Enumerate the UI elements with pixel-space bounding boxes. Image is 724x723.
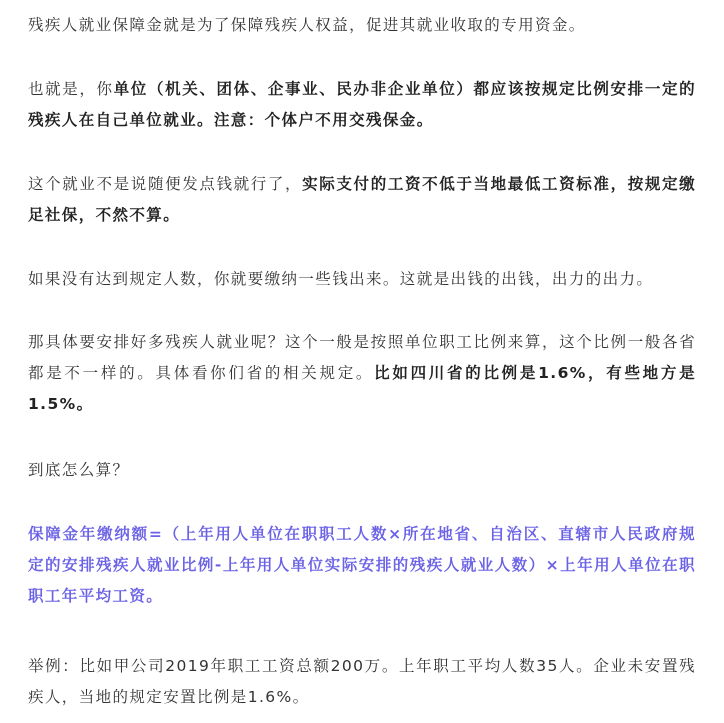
paragraph-ratio-lead: 那具体要安排好多残疾人就业呢？这个一般是按照单位职工比例来算，这个比例一般各省都是不一样的。具体看你们省的相关规定。	[28, 333, 696, 382]
paragraph-employment-condition-lead: 这个就业不是说随便发点钱就行了，	[28, 175, 303, 193]
paragraph-ratio-bold: 比如四川省的比例是1.6%，有些地方是1.5%。	[28, 364, 696, 413]
paragraph-employment-condition	[28, 169, 696, 231]
paragraph-definition: 残疾人就业保障金就是为了保障残疾人权益，促进其就业收取的专用资金。	[28, 16, 586, 34]
paragraph-formula: 保障金年缴纳额=（上年用人单位在职职工人数×所在地省、自治区、直辖市人民政府规定的安排残疾人就业比例-上年用人单位实际安排的残疾人就业人数）×上年用人单位在职职工年平均工资。	[28, 525, 696, 605]
paragraph-question: 到底怎么算？	[28, 461, 130, 479]
paragraph-employment-condition-bold: 实际支付的工资不低于当地最低工资标准，按规定缴足社保，不然不算。	[28, 175, 697, 224]
paragraph-employer-scope-bold: 单位（机关、团体、企事业、民办非企业单位）都应该按规定比例安排一定的残疾人在自己单位就业。注意：个体户不用交残保金。	[28, 80, 696, 129]
paragraph-example: 举例：比如甲公司2019年职工工资总额200万。上年职工平均人数35人。企业未安置残疾人，当地的规定安置比例是1.6%。	[28, 657, 696, 706]
paragraph-employer-scope	[28, 74, 696, 136]
paragraph-payment-rule: 如果没有达到规定人数，你就要缴纳一些钱出来。这就是出钱的出钱，出力的出力。	[28, 270, 654, 288]
paragraph-ratio	[28, 327, 696, 420]
paragraph-employer-scope-lead: 也就是，你	[28, 80, 114, 98]
